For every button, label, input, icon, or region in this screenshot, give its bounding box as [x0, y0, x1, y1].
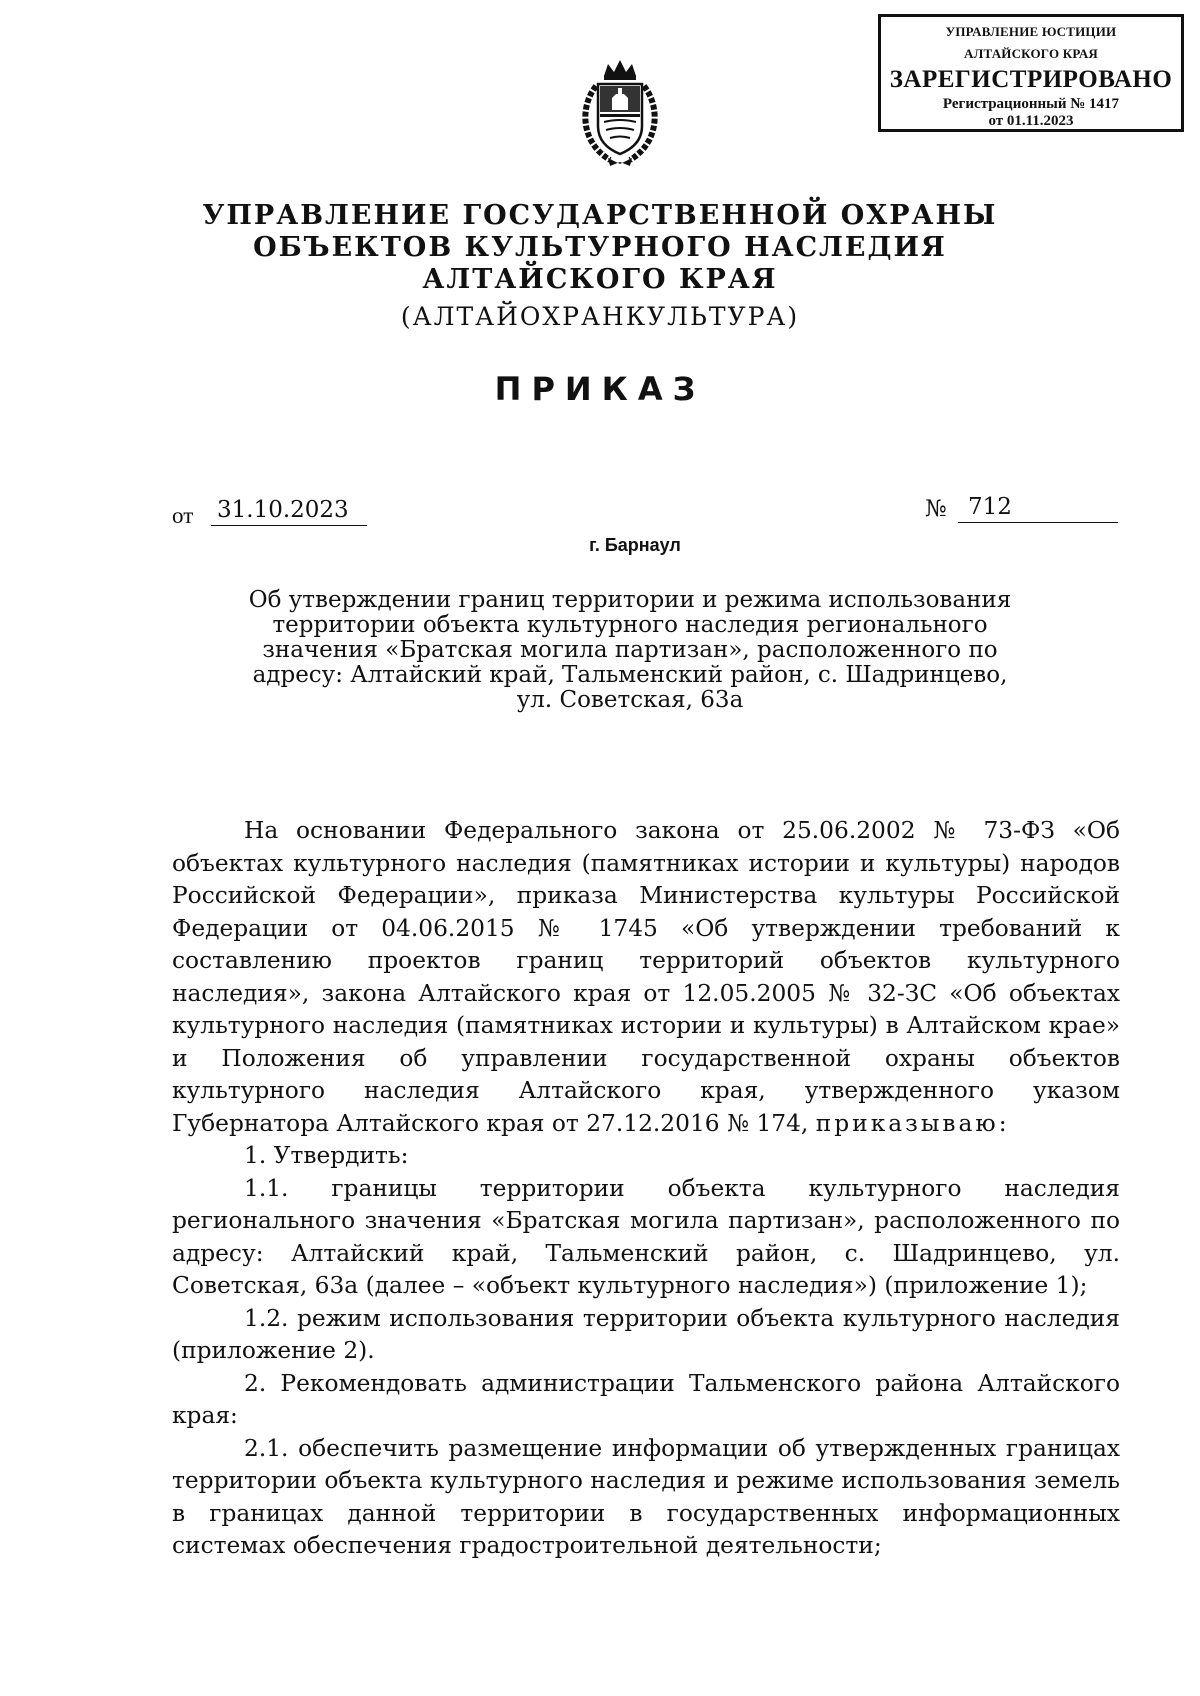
- subject-line: ул. Советская, 63а: [516, 687, 744, 713]
- order-word: приказываю:: [815, 1109, 1010, 1137]
- document-type-title: ПРИКАЗ: [494, 370, 706, 408]
- organization-name-line2: ОБЪЕКТОВ КУЛЬТУРНОГО НАСЛЕДИЯ: [253, 232, 947, 263]
- item-2: 2. Рекомендовать администрации Тальменского района Алтайского края:: [172, 1369, 1120, 1429]
- document-date: 31.10.2023: [211, 497, 367, 526]
- city: г. Барнаул: [589, 535, 681, 555]
- document-subject: [240, 588, 1020, 713]
- subject-line: Об утверждении границ территории и режима использования: [248, 587, 1012, 613]
- stamp-status: ЗАРЕГИСТРИРОВАНО: [889, 66, 1173, 93]
- date-label: от: [172, 503, 194, 528]
- stamp-region: АЛТАЙСКОГО КРАЯ: [964, 46, 1098, 61]
- subject-line: значения «Братская могила партизан», расположенного по: [262, 637, 998, 663]
- organization-name-line3: АЛТАЙСКОГО КРАЯ: [422, 264, 778, 295]
- document-number: 712: [958, 494, 1118, 523]
- item-1-2: 1.2. режим использования территории объекта культурного наследия (приложение 2).: [172, 1304, 1120, 1364]
- organization-name: [0, 200, 1200, 296]
- organization-abbreviation: (АЛТАЙОХРАНКУЛЬТУРА): [400, 302, 800, 331]
- preamble-paragraph: [172, 815, 1120, 1140]
- stamp-authority: УПРАВЛЕНИЕ ЮСТИЦИИ: [945, 24, 1117, 39]
- preamble-text: На основании Федерального закона от 25.06.2002 № 73-ФЗ «Об объектах культурного наследия (памятниках истории и культуры) народов Российской Федерации», приказа Министерства культуры Российской Федерации от 04.06.2015 № 1745 «Об утверждении требований к составлению проектов границ территорий объектов культурного наследия», закона Алтайского края от 12.05.2005 № 32-ЗС «Об объектах культурного наследия (памятниках истории и культуры) в Алтайском крае» и Положения об управлении государственной охраны объектов культурного наследия Алтайского края, утвержденного указом Губернатора Алтайского края от 27.12.2016 № 174,: [172, 817, 1120, 1137]
- registration-stamp: [878, 14, 1184, 132]
- item-1-1: 1.1. границы территории объекта культурного наследия регионального значения «Братская могила партизан», расположенного по адресу: Алтайский край, Тальменский район, с. Шадринцево, ул. Советская, 63а (далее – «объект культурного наследия») (приложение 1);: [172, 1174, 1120, 1299]
- altai-krai-coat-of-arms-icon: [574, 56, 666, 168]
- stamp-reg-number: Регистрационный № 1417: [942, 96, 1120, 112]
- subject-line: адресу: Алтайский край, Тальменский район, с. Шадринцево,: [252, 662, 1008, 688]
- item-1: 1. Утвердить:: [244, 1142, 409, 1169]
- subject-line: территории объекта культурного наследия регионального: [272, 612, 988, 638]
- organization-name-line1: УПРАВЛЕНИЕ ГОСУДАРСТВЕННОЙ ОХРАНЫ: [202, 200, 998, 231]
- document-body: [172, 815, 1120, 1563]
- stamp-reg-date: от 01.11.2023: [988, 113, 1074, 129]
- number-label: №: [925, 496, 947, 522]
- item-2-1: 2.1. обеспечить размещение информации об утвержденных границах территории объекта культурного наследия и режиме использования земель в границах данной территории в государственных информационных системах обеспечения градостроительной деятельности;: [172, 1434, 1120, 1559]
